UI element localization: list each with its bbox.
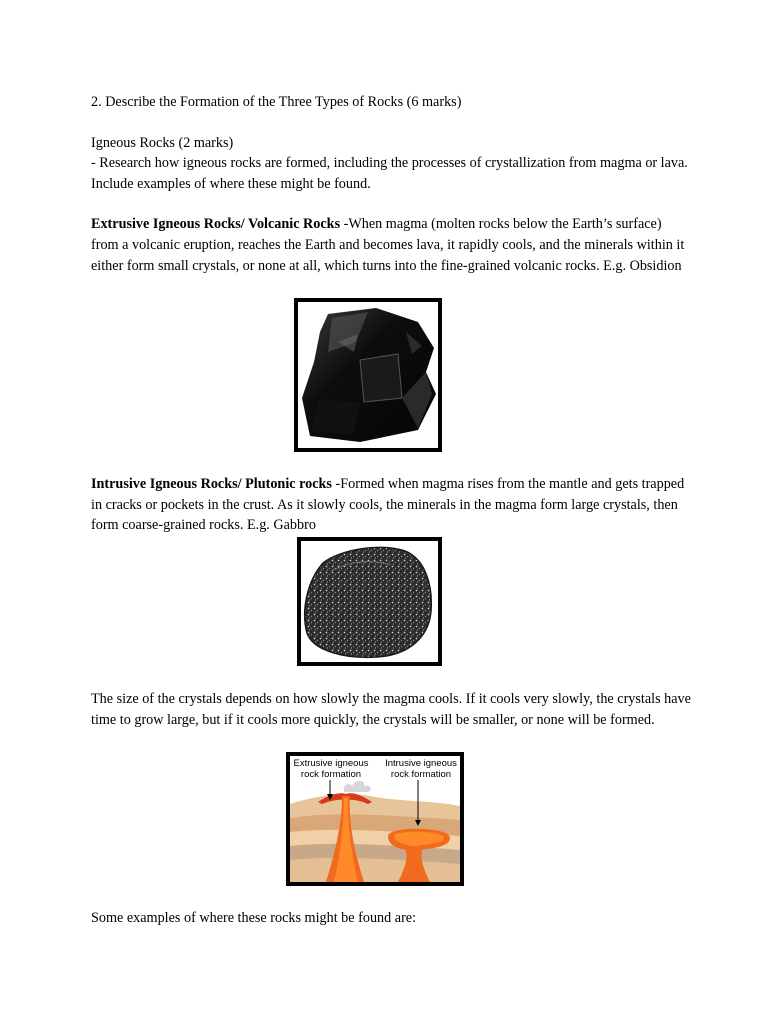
gabbro-image (297, 537, 442, 666)
diagram-label-extrusive: Extrusive igneous rock formation (293, 758, 369, 780)
intrusive-label: Intrusive Igneous Rocks/ Plutonic rocks (91, 476, 332, 492)
question-title: 2. Describe the Formation of the Three Types of Rocks (6 marks) (91, 94, 462, 110)
obsidian-rock-illustration (298, 302, 438, 448)
igneous-formation-diagram (286, 752, 464, 886)
gabbro-rock-illustration (301, 541, 438, 662)
intrusive-paragraph (91, 474, 691, 536)
obsidian-image (294, 298, 442, 452)
igneous-heading: Igneous Rocks (2 marks) (91, 134, 234, 151)
examples-paragraph: Some examples of where these rocks might be found are: (91, 910, 417, 926)
extrusive-label: Extrusive Igneous Rocks/ Volcanic Rocks (91, 216, 341, 233)
examples-section (91, 908, 691, 929)
crystal-section (91, 689, 691, 730)
extrusive-paragraph (91, 214, 691, 276)
diagram-label-intrusive: Intrusive igneous rock formation (385, 758, 457, 780)
document-body (91, 92, 691, 276)
intrusive-text: -Formed when magma rises from the mantle and gets trapped in cracks or pockets in the crust. As it slowly cools, the minerals in the magma form large crystals, then form coarse-grained rocks. E.g. Gabbro (91, 476, 685, 534)
intrusive-section (91, 474, 691, 536)
extrusive-text: -When magma (molten rocks below the Earth’s surface) from a volcanic eruption, reaches the Earth and becomes lava, it rapidly cools, and the minerals within it either form small crystals, or none at all, which turns into the fine-grained volcanic rocks. E.g. Obsidion (91, 216, 685, 274)
igneous-instruction: - Research how igneous rocks are formed, including the processes of crystallization from magma or lava. Include examples of where these might be found. (91, 155, 688, 192)
crystal-size-paragraph: The size of the crystals depends on how slowly the magma cools. If it cools very slowly, the crystals have time to grow large, but if it cools more quickly, the crystals will be smaller, or none will be formed. (91, 691, 691, 728)
